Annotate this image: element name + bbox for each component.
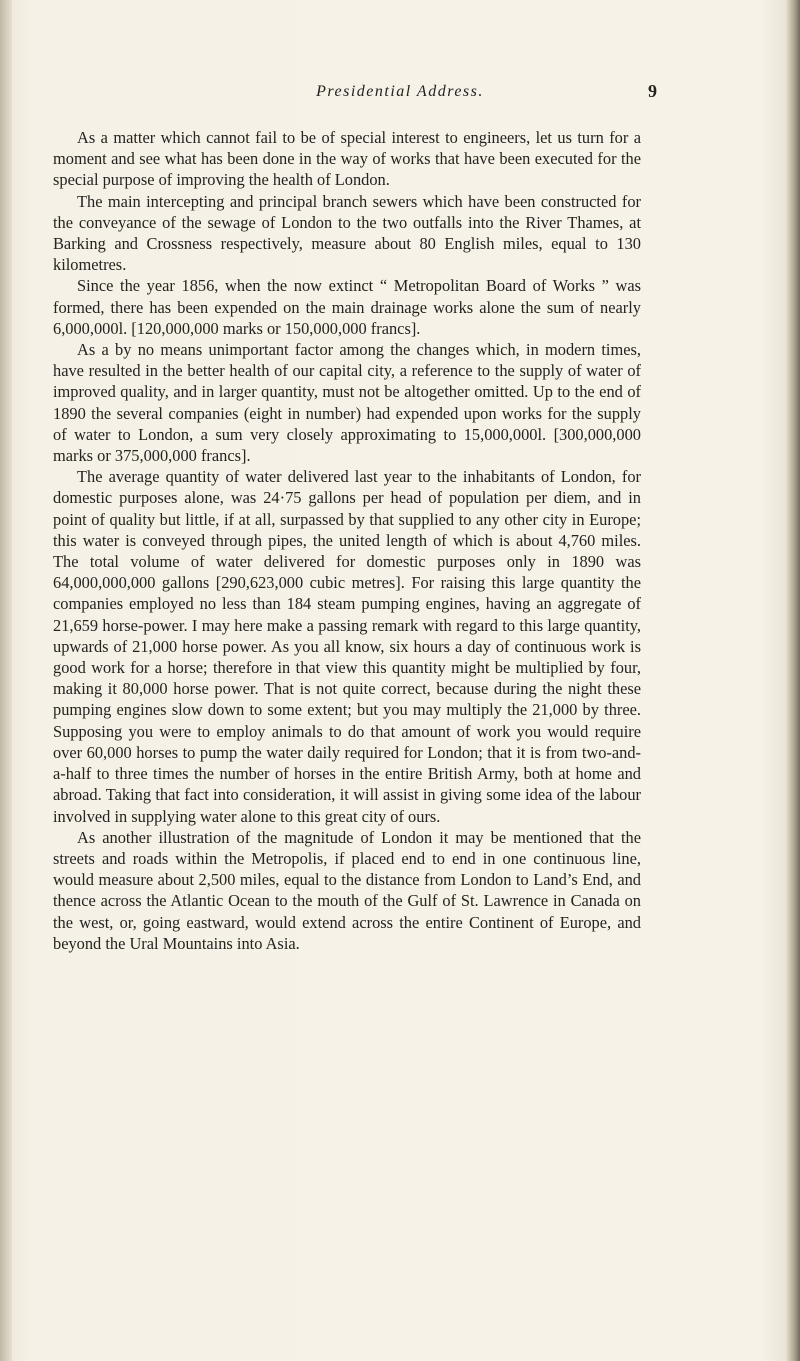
paragraph-water-quantity: The average quantity of water delivered last year to the inhabitants of London, for domestic purposes alone, was 24·75 gallons per head of population per diem, and in point of quality but little, if at all, surpassed by that supplied to any other city in Europe; this water is conveyed through pipes, the united length of which is about 4,760 miles. The total volume of water delivered for domestic purposes only in 1890 was 64,000,000,000 gallons [290,623,000 cubic metres]. For raising this large quantity the companies employed no less than 184 steam pumping engines, having an aggregate of 21,659 horse-power. I may here make a passing remark with regard to this large quantity, upwards of 21,000 horse power. As you all know, six hours a day of continuous work is good work for a horse; therefore in that view this quantity might be multiplied by four, making it 80,000 horse power. That is not quite correct, because during the night these pumping engines slow down to some extent; but you may multiply the 21,000 by three. Supposing you were to employ animals to do that amount of work you would require over 60,000 horses to pump the water daily required for London; that it is from two-and-a-half to three times the number of horses in the entire British Army, both at home and abroad. Taking that fact into consideration, it will assist in giving some idea of the labour involved in supplying water alone to this great city of ours. [53, 467, 641, 826]
paragraph-water-supply: As a by no means unimportant factor among the changes which, in modern times, have resulted in the better health of our capital city, a reference to the supply of water of improved quality, and in larger quantity, must not be altogether omitted. Up to the end of 1890 the several companies (eight in number) had expended upon works for the supply of water to London, a sum very closely approximating to 15,000,000l. [300,000,000 marks or 375,000,000 francs]. [53, 340, 641, 466]
paragraph-streets-roads: As another illustration of the magnitude of London it may be mentioned that the streets and roads within the Metropolis, if placed end to end in one continuous line, would measure about 2,500 miles, equal to the distance from London to Land’s End, and thence across the Atlantic Ocean to the mouth of the Gulf of St. Lawrence in Canada on the west, or, going eastward, would extend across the entire Continent of Europe, and beyond the Ural Mountains into Asia. [53, 827, 641, 953]
running-head: Presidential Address. [316, 83, 484, 100]
body-text [53, 127, 641, 954]
page-header [115, 82, 685, 104]
paragraph-sewers: The main intercepting and principal branch sewers which have been constructed for the conveyance of the sewage of London to the two outfalls into the River Thames, at Barking and Crossness respectively, measure about 80 English miles, equal to 130 kilometres. [53, 191, 641, 275]
paragraph-engineering-works: As a matter which cannot fail to be of special interest to engineers, let us turn for a moment and see what has been done in the way of works that have been executed for the special purpose of improving the health of London. [53, 128, 641, 190]
page-number: 9 [648, 81, 657, 101]
page-edge-shadow [786, 0, 800, 1361]
page-binding-shadow [0, 0, 12, 1361]
paragraph-metropolitan-board: Since the year 1856, when the now extinct “ Metropolitan Board of Works ” was formed, there has been expended on the main drainage works alone the sum of nearly 6,000,000l. [120,000,000 marks or 150,000,000 francs]. [53, 276, 641, 338]
